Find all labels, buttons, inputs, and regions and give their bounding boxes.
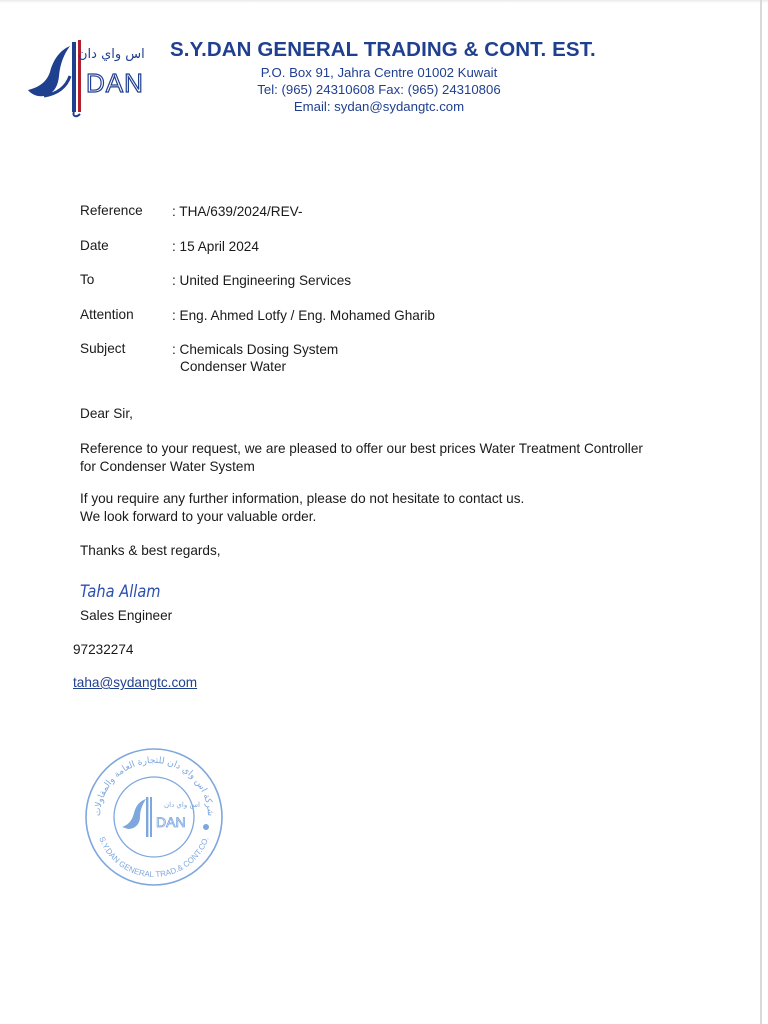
logo-arabic-text: اس واي دان: [78, 47, 145, 62]
stamp-logo-arabic: اس واي دان: [164, 801, 200, 809]
sender-email-link[interactable]: taha@sydangtc.com: [73, 675, 198, 690]
field-value: : Eng. Ahmed Lotfy / Eng. Mohamed Gharib: [172, 307, 435, 323]
subject-line-2: Condenser Water: [180, 359, 287, 374]
salutation: Dear Sir,: [80, 406, 133, 421]
paragraph-line: Reference to your request, we are pleased to offer our best prices Water Treatment Controller: [80, 441, 643, 456]
paragraph-line: If you require any further information, please do not hesitate to contact us.: [80, 491, 525, 506]
field-value: : THA/639/2024/REV-: [172, 204, 303, 219]
company-email: Email: sydan@sydangtc.com: [293, 99, 465, 114]
sender-phone: 97232274: [73, 642, 134, 657]
field-value: : 15 April 2024: [172, 238, 259, 254]
paragraph-line: for Condenser Water System: [80, 458, 255, 474]
stamp-ring-english: S.Y.DAN GENERAL TRAD.& CONT.CO.: [97, 835, 211, 880]
stamp-logo-latin: DAN: [156, 814, 186, 830]
stamp-ring-arabic: شركة اس واي دان للتجارة العامة والمقاولات: [92, 755, 216, 817]
field-value: : United Engineering Services: [172, 273, 352, 288]
company-phone-fax: Tel: (965) 24310608 Fax: (965) 24310806: [257, 82, 501, 97]
company-stamp: [82, 745, 227, 890]
field-value: [172, 341, 338, 375]
field-label: Attention: [80, 306, 134, 322]
field-label: Reference: [80, 203, 143, 218]
company-contact-block: [234, 64, 524, 115]
logo-latin-text: DAN: [86, 68, 144, 98]
paragraph-line: We look forward to your valuable order.: [80, 508, 317, 524]
closing: Thanks & best regards,: [80, 543, 221, 558]
signature: Taha Allam: [80, 582, 161, 602]
paragraph-contact: [80, 490, 700, 525]
sender-title: Sales Engineer: [80, 608, 173, 623]
company-address: P.O. Box 91, Jahra Centre 01002 Kuwait: [260, 65, 498, 80]
paragraph-offer: [80, 440, 700, 475]
page-top-edge: [0, 0, 768, 3]
company-name: S.Y.DAN GENERAL TRADING & CONT. EST.: [170, 38, 596, 61]
subject-line-1: : Chemicals Dosing System: [172, 342, 339, 357]
field-label: Subject: [80, 341, 126, 356]
page-right-edge: [760, 0, 762, 1024]
field-label: Date: [80, 237, 109, 253]
field-label: To: [80, 272, 95, 287]
